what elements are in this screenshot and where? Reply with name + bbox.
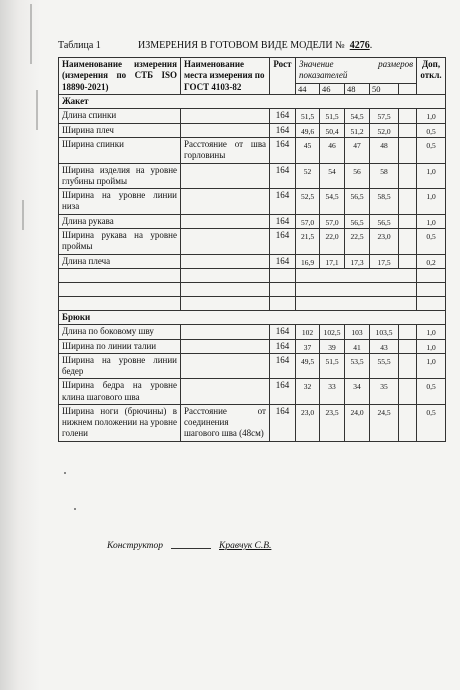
measure-name: Длина плеча (59, 254, 181, 268)
height-cell: 164 (270, 353, 296, 379)
value-cell: 45 (296, 138, 320, 164)
table-row (59, 163, 446, 189)
col-name-measure: Наименование измерения (измерения по СТБ ISO 18890-2021) (59, 58, 181, 95)
table-row (59, 229, 446, 255)
value-cell: 52,5 (296, 189, 320, 215)
value-cell: 23,5 (320, 404, 345, 441)
title-end: . (369, 40, 373, 51)
value-cell: 58 (370, 163, 399, 189)
value-cell: 52,0 (370, 123, 399, 137)
value-cell: 103 (345, 325, 370, 339)
measure-place (181, 254, 270, 268)
value-cell: 102,5 (320, 325, 345, 339)
value-cell-blank (399, 123, 417, 137)
measure-place: Расстояние от шва горловины (181, 138, 270, 164)
measure-place (181, 379, 270, 405)
table-row (59, 214, 446, 228)
table-row (59, 353, 446, 379)
measure-place (181, 339, 270, 353)
value-cell: 17,1 (320, 254, 345, 268)
value-cell-blank (399, 353, 417, 379)
value-cell-blank (399, 109, 417, 123)
tolerance-cell: 0,5 (417, 379, 446, 405)
height-cell: 164 (270, 138, 296, 164)
tolerance-cell: 0,5 (417, 138, 446, 164)
value-cell: 55,5 (370, 353, 399, 379)
col-values: Значение размеров показателей (296, 58, 417, 84)
size-cell: 44 (296, 83, 320, 95)
value-cell: 49,5 (296, 353, 320, 379)
measure-place (181, 109, 270, 123)
table-row (59, 254, 446, 268)
height-cell: 164 (270, 189, 296, 215)
empty-row (59, 282, 446, 296)
tolerance-cell: 1,0 (417, 325, 446, 339)
table-row (59, 189, 446, 215)
value-cell: 32 (296, 379, 320, 405)
value-cell: 23,0 (370, 229, 399, 255)
value-cell-blank (399, 163, 417, 189)
size-cell-blank (399, 83, 417, 95)
height-cell: 164 (270, 163, 296, 189)
measure-place (181, 189, 270, 215)
value-cell: 56,5 (345, 189, 370, 215)
value-cell: 54 (320, 163, 345, 189)
table-row (59, 123, 446, 137)
value-cell: 35 (370, 379, 399, 405)
tolerance-cell: 1,0 (417, 353, 446, 379)
empty-cell (296, 296, 417, 310)
tolerance-cell: 1,0 (417, 339, 446, 353)
empty-cell (270, 296, 296, 310)
tolerance-cell: 1,0 (417, 163, 446, 189)
measure-place (181, 163, 270, 189)
tolerance-cell: 0,5 (417, 404, 446, 441)
model-number: 4276 (349, 40, 370, 51)
signature-name: Кравчук С.В. (219, 541, 272, 551)
value-cell: 51,2 (345, 123, 370, 137)
measure-place (181, 229, 270, 255)
document-title (138, 40, 372, 51)
section-row (59, 95, 446, 109)
value-cell: 22,5 (345, 229, 370, 255)
value-cell: 43 (370, 339, 399, 353)
value-cell: 47 (345, 138, 370, 164)
empty-cell (417, 282, 446, 296)
measure-name: Ширина бедра на уровне клина шагового шва (59, 379, 181, 405)
measure-name: Ширина ноги (брючины) в нижнем положении на уровне голени (59, 404, 181, 441)
empty-cell (270, 282, 296, 296)
tolerance-cell: 1,0 (417, 214, 446, 228)
table-label: Таблица 1 (58, 40, 101, 51)
empty-row (59, 296, 446, 310)
value-cell: 37 (296, 339, 320, 353)
measure-name: Ширина на уровне линии низа (59, 189, 181, 215)
value-cell: 21,5 (296, 229, 320, 255)
table-row (59, 138, 446, 164)
size-cell: 50 (370, 83, 399, 95)
value-cell: 57,0 (320, 214, 345, 228)
section-row (59, 310, 446, 324)
header-row (59, 58, 446, 84)
col-tolerance: Доп, откл. (417, 58, 446, 95)
height-cell: 164 (270, 123, 296, 137)
col-name-place: Наименование места измерения по ГОСТ 4103-82 (181, 58, 270, 95)
size-cell: 46 (320, 83, 345, 95)
table-header (58, 40, 373, 51)
empty-row (59, 268, 446, 282)
value-cell: 41 (345, 339, 370, 353)
value-cell-blank (399, 229, 417, 255)
value-cell-blank (399, 214, 417, 228)
title-text: ИЗМЕРЕНИЯ В ГОТОВОМ ВИДЕ МОДЕЛИ № (138, 40, 345, 51)
table-row (59, 339, 446, 353)
value-cell: 102 (296, 325, 320, 339)
table-row (59, 109, 446, 123)
table-body (59, 58, 446, 442)
tolerance-cell: 0,5 (417, 229, 446, 255)
empty-cell (59, 296, 181, 310)
section-title: Жакет (59, 95, 446, 109)
height-cell: 164 (270, 214, 296, 228)
value-cell: 54,5 (345, 109, 370, 123)
value-cell: 39 (320, 339, 345, 353)
scan-dot (64, 472, 66, 474)
measure-name: Ширина изделия на уровне глубины проймы (59, 163, 181, 189)
value-cell: 34 (345, 379, 370, 405)
value-cell: 56,5 (370, 214, 399, 228)
empty-cell (270, 268, 296, 282)
size-cell: 48 (345, 83, 370, 95)
tolerance-cell: 0,5 (417, 123, 446, 137)
signature-role: Конструктор (107, 541, 164, 551)
tolerance-cell: 0,2 (417, 254, 446, 268)
value-cell-blank (399, 404, 417, 441)
value-cell: 48 (370, 138, 399, 164)
value-cell: 24,0 (345, 404, 370, 441)
height-cell: 164 (270, 254, 296, 268)
empty-cell (181, 268, 270, 282)
value-cell: 103,5 (370, 325, 399, 339)
value-cell-blank (399, 339, 417, 353)
empty-cell (59, 282, 181, 296)
col-height: Рост (270, 58, 296, 95)
measure-place (181, 123, 270, 137)
value-cell: 52 (296, 163, 320, 189)
value-cell: 58,5 (370, 189, 399, 215)
value-cell: 24,5 (370, 404, 399, 441)
tolerance-cell: 1,0 (417, 109, 446, 123)
value-cell: 56 (345, 163, 370, 189)
measure-name: Ширина рукава на уровне проймы (59, 229, 181, 255)
empty-cell (417, 296, 446, 310)
table-row (59, 404, 446, 441)
measure-name: Ширина на уровне линии бедер (59, 353, 181, 379)
measure-place (181, 325, 270, 339)
section-title: Брюки (59, 310, 446, 324)
measure-place: Расстояние от соединения шагового шва (48см) (181, 404, 270, 441)
value-cell-blank (399, 189, 417, 215)
tolerance-cell: 1,0 (417, 189, 446, 215)
value-cell: 23,0 (296, 404, 320, 441)
height-cell: 164 (270, 339, 296, 353)
value-cell: 46 (320, 138, 345, 164)
measurement-table (58, 57, 446, 442)
signature-blank (171, 548, 211, 549)
height-cell: 164 (270, 109, 296, 123)
measure-place (181, 353, 270, 379)
value-cell: 17,3 (345, 254, 370, 268)
scan-mark (22, 200, 24, 230)
empty-cell (296, 282, 417, 296)
value-cell: 54,5 (320, 189, 345, 215)
scan-mark (30, 4, 32, 64)
value-cell: 33 (320, 379, 345, 405)
empty-cell (181, 296, 270, 310)
value-cell-blank (399, 379, 417, 405)
value-cell-blank (399, 254, 417, 268)
value-cell: 51,5 (320, 109, 345, 123)
value-cell: 51,5 (320, 353, 345, 379)
measure-name: Ширина спинки (59, 138, 181, 164)
value-cell: 22,0 (320, 229, 345, 255)
measure-name: Ширина плеч (59, 123, 181, 137)
measure-name: Длина по боковому шву (59, 325, 181, 339)
value-cell-blank (399, 325, 417, 339)
signature-line (107, 541, 271, 551)
empty-cell (181, 282, 270, 296)
value-cell: 57,5 (370, 109, 399, 123)
value-cell: 17,5 (370, 254, 399, 268)
measure-name: Ширина по линии талии (59, 339, 181, 353)
scan-dot (74, 508, 76, 510)
table-row (59, 325, 446, 339)
empty-cell (417, 268, 446, 282)
value-cell: 16,9 (296, 254, 320, 268)
value-cell: 49,6 (296, 123, 320, 137)
value-cell: 53,5 (345, 353, 370, 379)
scan-mark (36, 90, 38, 130)
value-cell: 57,0 (296, 214, 320, 228)
measure-name: Длина спинки (59, 109, 181, 123)
measure-name: Длина рукава (59, 214, 181, 228)
table-row (59, 379, 446, 405)
scan-edge (0, 0, 40, 690)
height-cell: 164 (270, 379, 296, 405)
empty-cell (296, 268, 417, 282)
value-cell: 51,5 (296, 109, 320, 123)
height-cell: 164 (270, 404, 296, 441)
value-cell: 50,4 (320, 123, 345, 137)
height-cell: 164 (270, 325, 296, 339)
value-cell-blank (399, 138, 417, 164)
height-cell: 164 (270, 229, 296, 255)
empty-cell (59, 268, 181, 282)
measure-place (181, 214, 270, 228)
value-cell: 56,5 (345, 214, 370, 228)
